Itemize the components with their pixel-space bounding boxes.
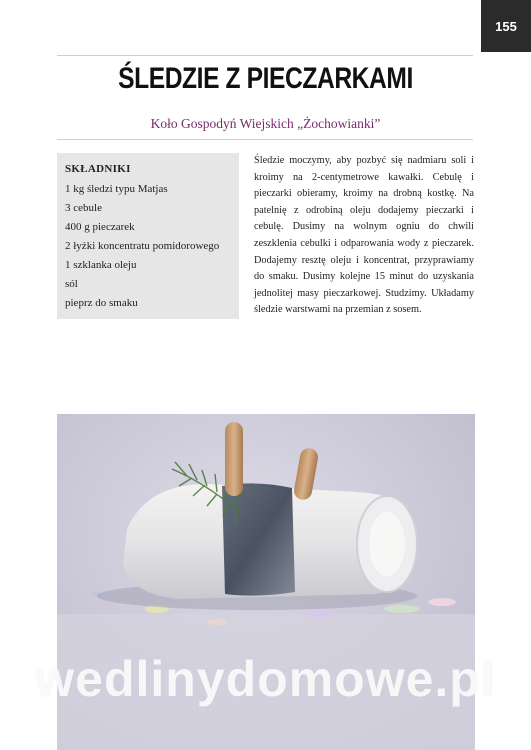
- instructions-text: Śledzie moczymy, aby pozbyć się nadmiaru soli i kroimy na 2-centymetrowe kawałki. Cebulę i pieczarki obieramy, kroimy na drobną kostkę. Na patelnię z odrobiną oleju dodajemy pieczarki i cebulę. Dusimy na wolnym ogniu do chwili zeszklenia cebulki i odparowania wody z pieczarek. Dodajemy resztę oleju i koncentrat, przyprawiamy do smaku. Dusimy kolejne 15 minut do uzyskania jednolitej masy pieczarkowej. Studzimy. Układamy śledzie warstwami na przemian z sosem.: [254, 155, 474, 316]
- ingredient-item: sól: [65, 278, 78, 290]
- page-number: 155: [495, 18, 517, 34]
- ingredient-item: 1 kg śledzi typu Matjas: [65, 183, 168, 195]
- page-number-tab: [481, 0, 531, 52]
- recipe-author: Koło Gospodyń Wiejskich „Żochowianki”: [150, 116, 381, 131]
- ingredient-item: 2 łyżki koncentratu pomidorowego: [65, 240, 220, 252]
- ingredient-item: 3 cebule: [65, 202, 102, 214]
- recipe-title: ŚLEDZIE Z PIECZARKAMI: [118, 62, 413, 95]
- ingredient-item: 1 szklanka oleju: [65, 259, 137, 271]
- ingredients-box: [57, 153, 239, 319]
- ingredients-heading: SKŁADNIKI: [65, 163, 131, 175]
- top-divider: [57, 55, 473, 56]
- ingredient-item: 400 g pieczarek: [65, 221, 135, 233]
- subtitle-divider: [57, 139, 473, 140]
- ingredient-item: pieprz do smaku: [65, 297, 138, 309]
- watermark: wedlinydomowe.pl: [35, 651, 496, 707]
